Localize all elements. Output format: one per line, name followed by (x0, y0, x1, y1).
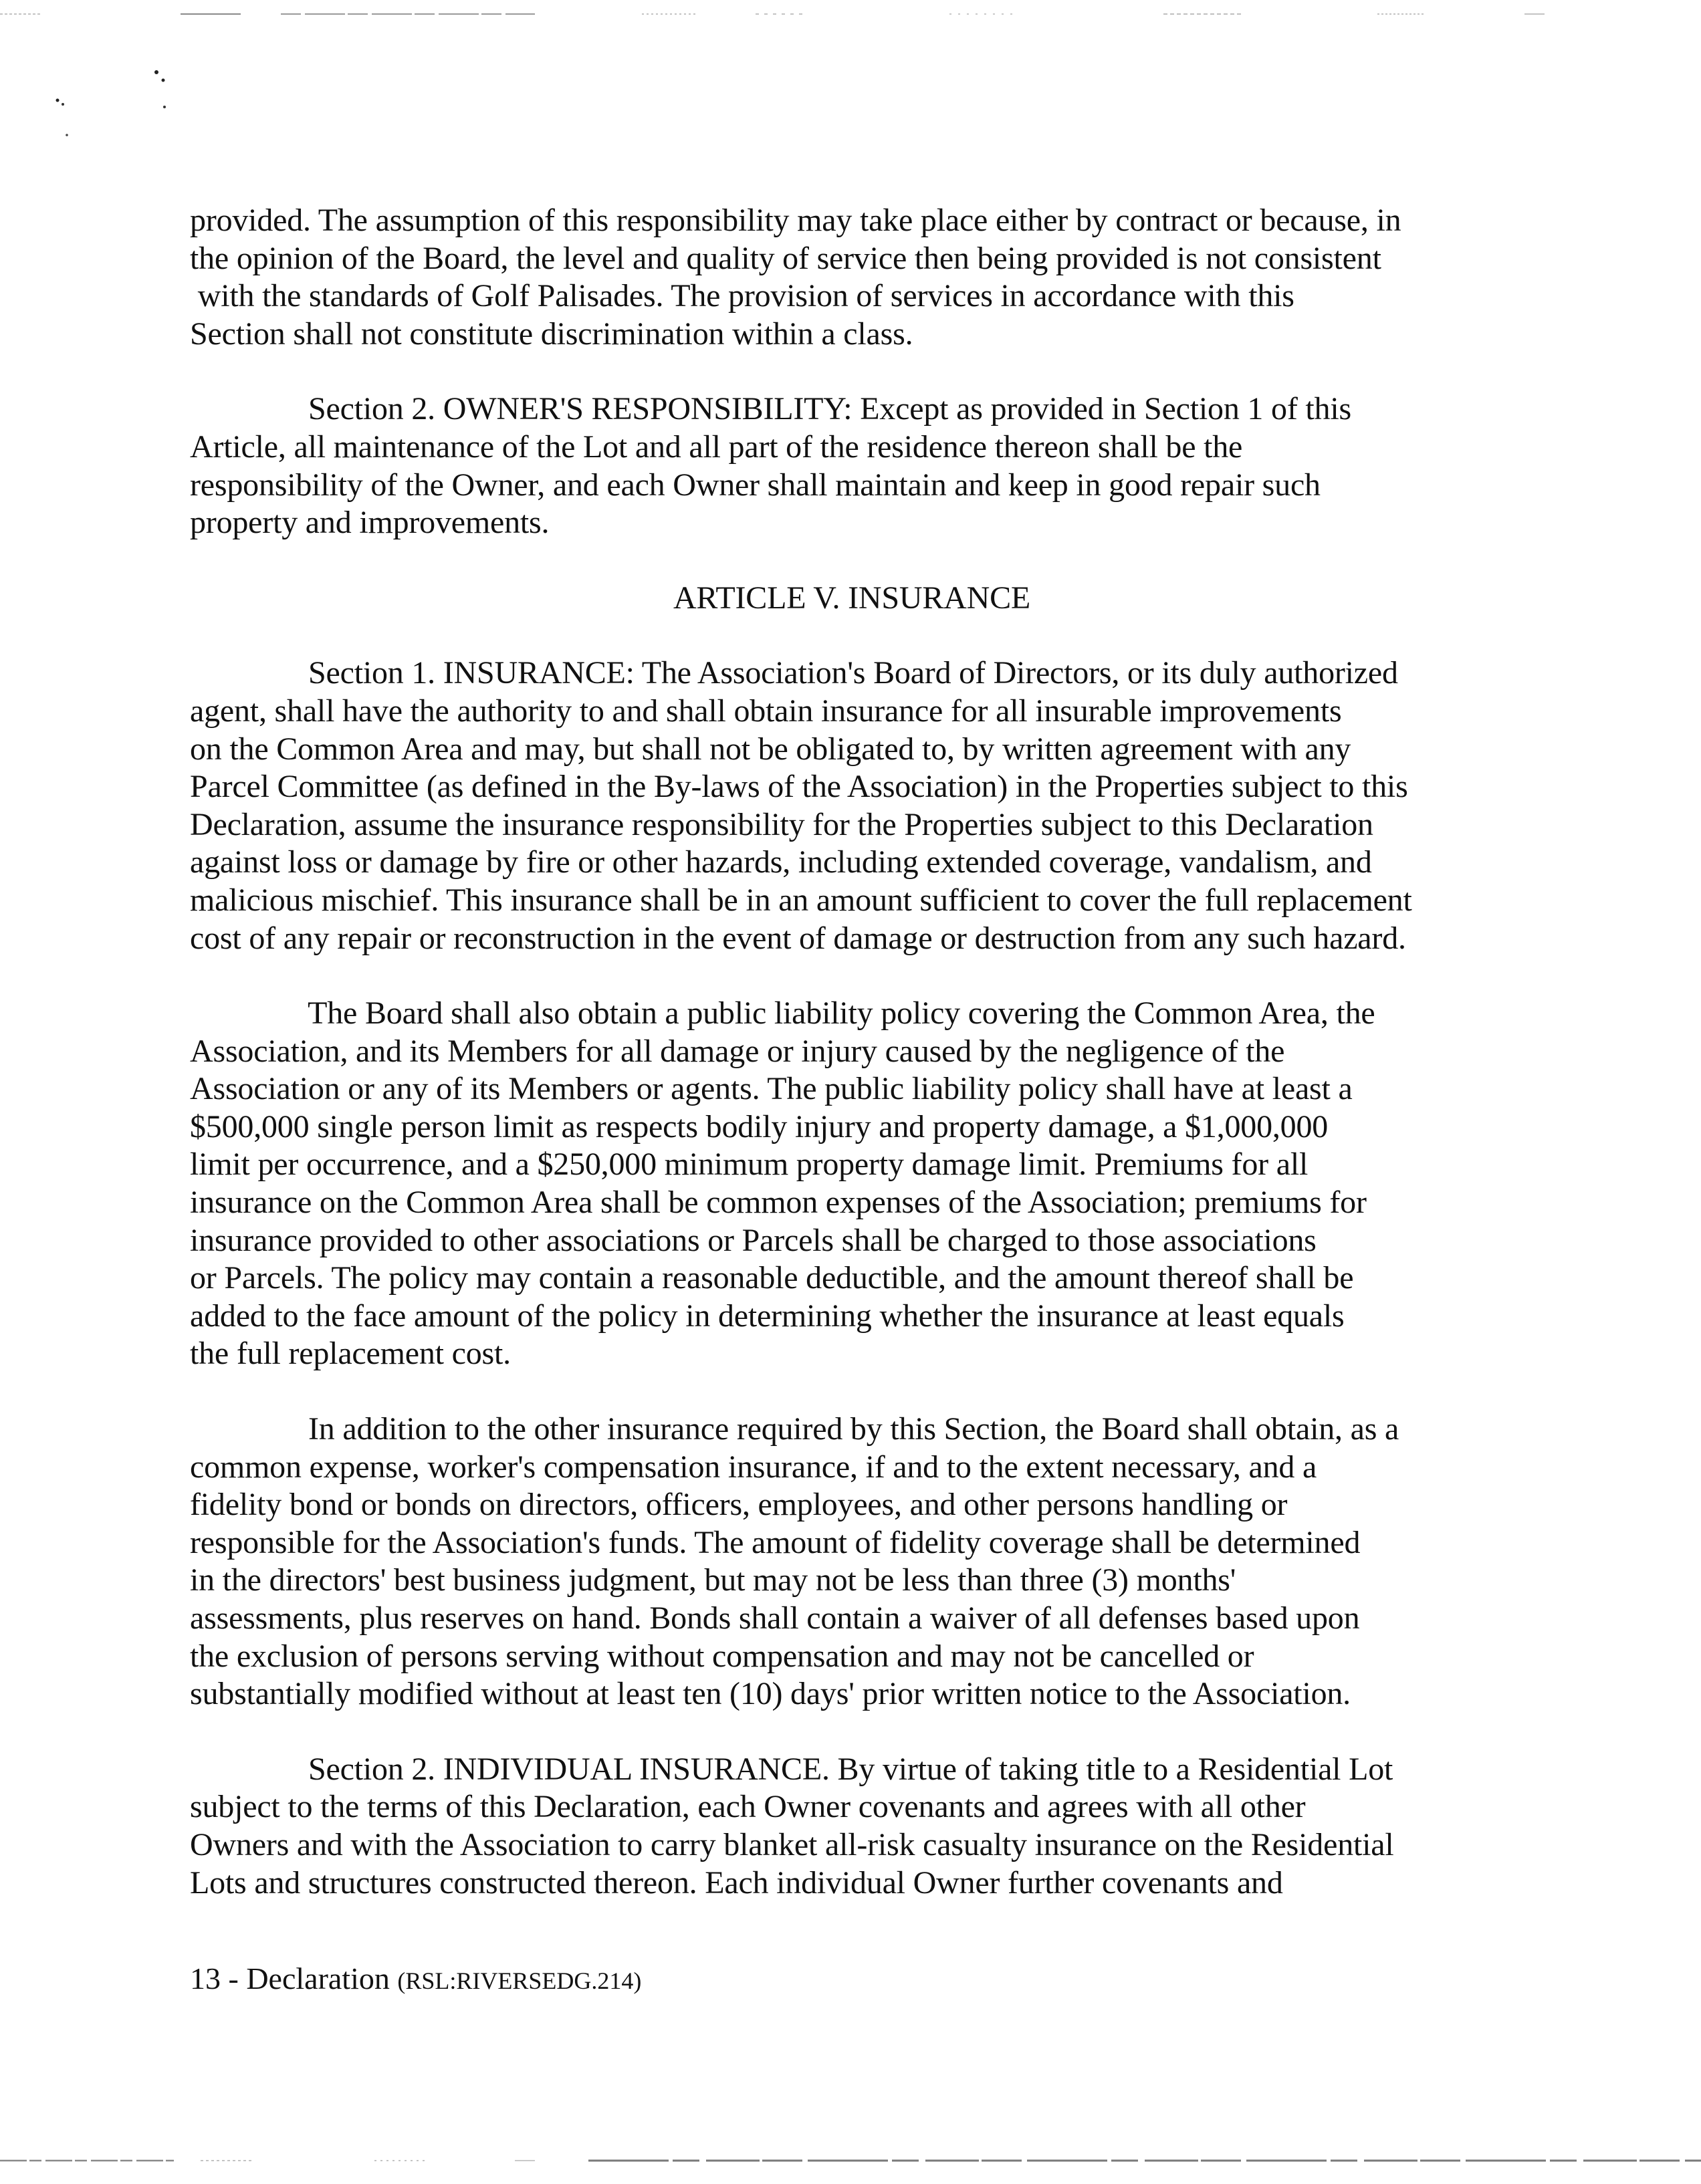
text-line: agent, shall have the authority to and shall obtain insurance for all insurable improvements (190, 693, 1342, 729)
text-line: Owners and with the Association to carry blanket all-risk casualty insurance on the Residential (190, 1826, 1394, 1862)
text-line: added to the face amount of the policy in determining whether the insurance at least equals (190, 1298, 1345, 1334)
text-line: Section 2. OWNER'S RESPONSIBILITY: Except as provided in Section 1 of this (190, 391, 1351, 427)
text-line: substantially modified without at least ten (10) days' prior written notice to the Association. (190, 1676, 1351, 1712)
text-line: Section 2. INDIVIDUAL INSURANCE. By virtue of taking title to a Residential Lot (190, 1751, 1393, 1787)
paragraph-services (190, 202, 1520, 353)
text-line: responsible for the Association's funds. The amount of fidelity coverage shall be determined (190, 1524, 1361, 1560)
text-line: Article, all maintenance of the Lot and all part of the residence thereon shall be the (190, 429, 1243, 465)
text-line: or Parcels. The policy may contain a reasonable deductible, and the amount thereof shall be (190, 1260, 1354, 1296)
paragraph-individual-insurance (190, 1751, 1520, 1902)
text-line: the opinion of the Board, the level and quality of service then being provided is not consistent (190, 240, 1381, 276)
article-heading (190, 580, 1520, 618)
text-line: the exclusion of persons serving without compensation and may not be cancelled or (190, 1638, 1254, 1674)
paragraph-fidelity-bond (190, 1411, 1520, 1713)
text-line: assessments, plus reserves on hand. Bonds shall contain a waiver of all defenses based upon (190, 1600, 1360, 1636)
text-line: limit per occurrence, and a $250,000 minimum property damage limit. Premiums for all (190, 1146, 1309, 1183)
text-line: property and improvements. (190, 505, 550, 541)
text-line: Section 1. INSURANCE: The Association's Board of Directors, or its duly authorized (190, 655, 1398, 691)
text-line: insurance provided to other associations or Parcels shall be charged to those associations (190, 1222, 1317, 1258)
paragraph-owners-responsibility (190, 390, 1520, 541)
text-line: subject to the terms of this Declaration, each Owner covenants and agrees with all other (190, 1789, 1306, 1825)
paragraph-insurance (190, 654, 1520, 957)
scan-edge-bottom (0, 2158, 1701, 2163)
text-line: malicious mischief. This insurance shall be in an amount sufficient to cover the full replacement (190, 882, 1412, 918)
text-line: on the Common Area and may, but shall not be obligated to, by written agreement with any (190, 731, 1351, 767)
text-line: fidelity bond or bonds on directors, officers, employees, and other persons handling or (190, 1487, 1288, 1523)
text-line: In addition to the other insurance required by this Section, the Board shall obtain, as a (190, 1411, 1399, 1447)
text-line: The Board shall also obtain a public liability policy covering the Common Area, the (190, 995, 1375, 1032)
text-line: with the standards of Golf Palisades. The provision of services in accordance with this (190, 278, 1294, 314)
footer-document-code: (RSL:RIVERSEDG.214) (397, 1967, 642, 1994)
scan-specks (40, 53, 201, 160)
text-line: Lots and structures constructed thereon. Each individual Owner further covenants and (190, 1864, 1283, 1901)
text-line: insurance on the Common Area shall be common expenses of the Association; premiums for (190, 1185, 1367, 1221)
text-line: the full replacement cost. (190, 1336, 511, 1372)
paragraph-public-liability (190, 995, 1520, 1373)
text-line: common expense, worker's compensation insurance, if and to the extent necessary, and a (190, 1449, 1317, 1485)
text-line: $500,000 single person limit as respects bodily injury and property damage, a $1,000,000 (190, 1108, 1329, 1144)
text-line: Parcel Committee (as defined in the By-laws of the Association) in the Properties subject to this (190, 769, 1408, 805)
text-line: Declaration, assume the insurance responsibility for the Properties subject to this Declaration (190, 806, 1373, 842)
page-footer (190, 1960, 641, 1999)
document-body (190, 202, 1520, 1939)
text-line: Section shall not constitute discrimination within a class. (190, 316, 913, 352)
scan-edge-top (0, 12, 1701, 16)
text-line: Association or any of its Members or agents. The public liability policy shall have at least a (190, 1071, 1353, 1107)
text-line: responsibility of the Owner, and each Owner shall maintain and keep in good repair such (190, 467, 1321, 503)
article-title: ARTICLE V. INSURANCE (673, 580, 1031, 616)
text-line: Association, and its Members for all damage or injury caused by the negligence of the (190, 1033, 1285, 1069)
text-line: in the directors' best business judgment, but may not be less than three (3) months' (190, 1562, 1236, 1598)
text-line: cost of any repair or reconstruction in the event of damage or destruction from any such hazard. (190, 920, 1406, 956)
text-line: against loss or damage by fire or other hazards, including extended coverage, vandalism, and (190, 844, 1372, 880)
footer-label: 13 - Declaration (190, 1961, 398, 1995)
text-line: provided. The assumption of this responsibility may take place either by contract or because, in (190, 203, 1401, 238)
